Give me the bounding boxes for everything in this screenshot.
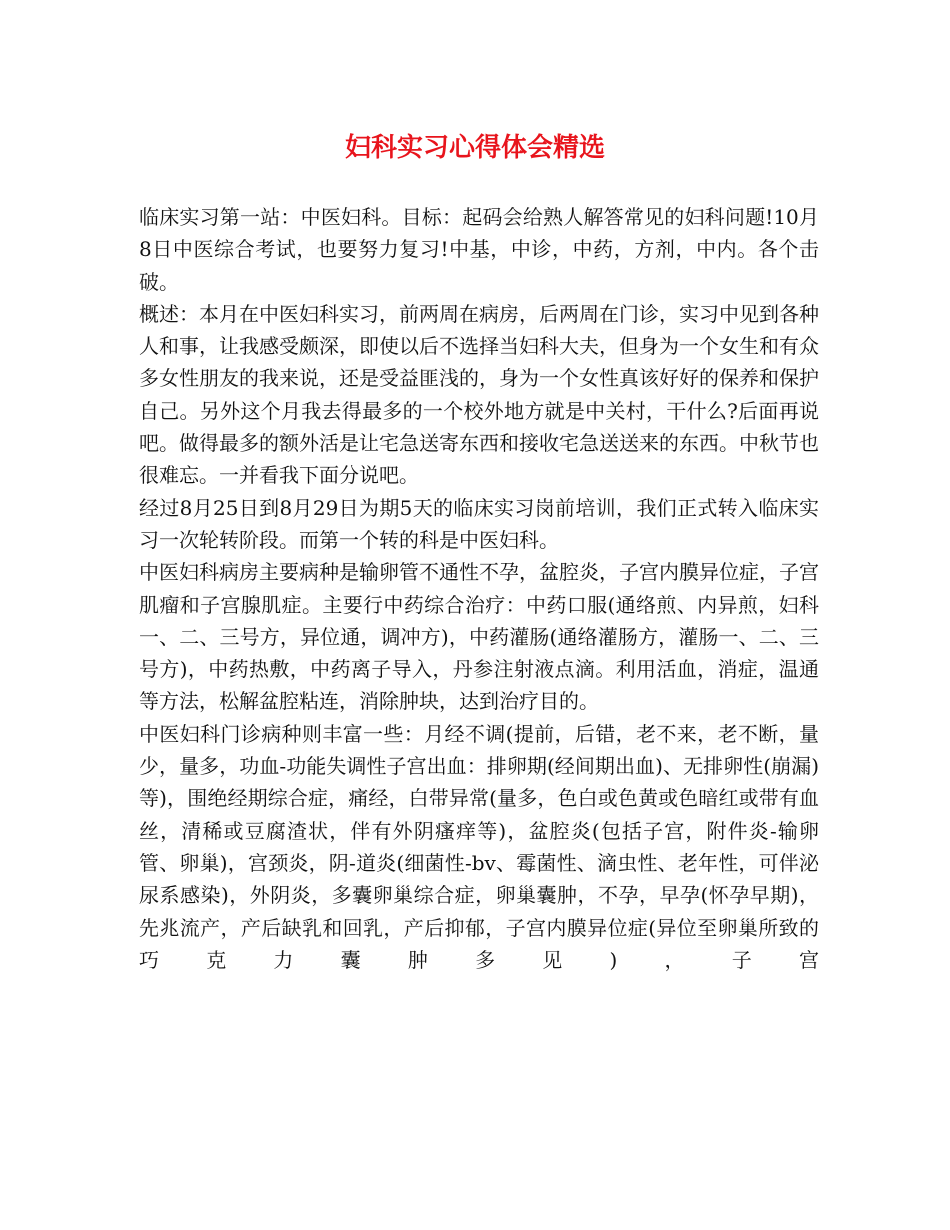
paragraph-ward: 中医妇科病房主要病种是输卵管不通性不孕，盆腔炎，子宫内膜异位症，子宫肌瘤和子宫腺肌症。主要行中药综合治疗：中药口服(通络煎、内异煎，妇科一、二、三号方，异位通，调冲方)，中药灌肠(通络灌肠方，灌肠一、二、三号方)，中药热敷，中药离子导入，丹参注射液点滴。利用活血，消症，温通等方法，松解盆腔粘连，消除肿块，达到治疗目的。 (139, 560, 819, 714)
paragraph-intro: 临床实习第一站：中医妇科。目标：起码会给熟人解答常见的妇科问题!10月8日中医综合考试，也要努力复习!中基，中诊，中药，方剂，中内。各个击破。 (139, 205, 819, 294)
paragraph-clinic: 中医妇科门诊病种则丰富一些：月经不调(提前，后错，老不来，老不断，量少，量多，功血-功能失调性子宫出血：排卵期(经间期出血)、无排卵性(崩漏)等)，围绝经期综合症，痛经，白带异常(量多，色白或色黄或色暗红或带有血丝，清稀或豆腐渣状，伴有外阴瘙痒等)，盆腔炎(包括子宫，附件炎-输卵管、卵巢)，宫颈炎，阴-道炎(细菌性-bv、霉菌性、滴虫性、老年性，可伴泌尿系感染)，外阴炎，多囊卵巢综合症，卵巢囊肿，不孕，早孕(怀孕早期)，先兆流产，产后缺乳和回乳，产后抑郁，子宫内膜异位症(异位至卵巢所致的巧克力囊肿多见)，子宫 (139, 721, 819, 972)
document-body (139, 201, 819, 976)
paragraph-training: 经过8月25日到8月29日为期5天的临床实习岗前培训，我们正式转入临床实习一次轮转阶段。而第一个转的科是中医妇科。 (139, 495, 819, 552)
paragraph-overview: 概述：本月在中医妇科实习，前两周在病房，后两周在门诊，实习中见到各种人和事，让我感受颇深，即使以后不选择当妇科大夫，但身为一个女生和有众多女性朋友的我来说，还是受益匪浅的，身为一个女性真该好好的保养和保护自己。另外这个月我去得最多的一个校外地方就是中关村，干什么?后面再说吧。做得最多的额外活是让宅急送寄东西和接收宅急送送来的东西。中秋节也很难忘。一并看我下面分说吧。 (139, 301, 819, 488)
page-title: 妇科实习心得体会精选 (344, 133, 605, 163)
